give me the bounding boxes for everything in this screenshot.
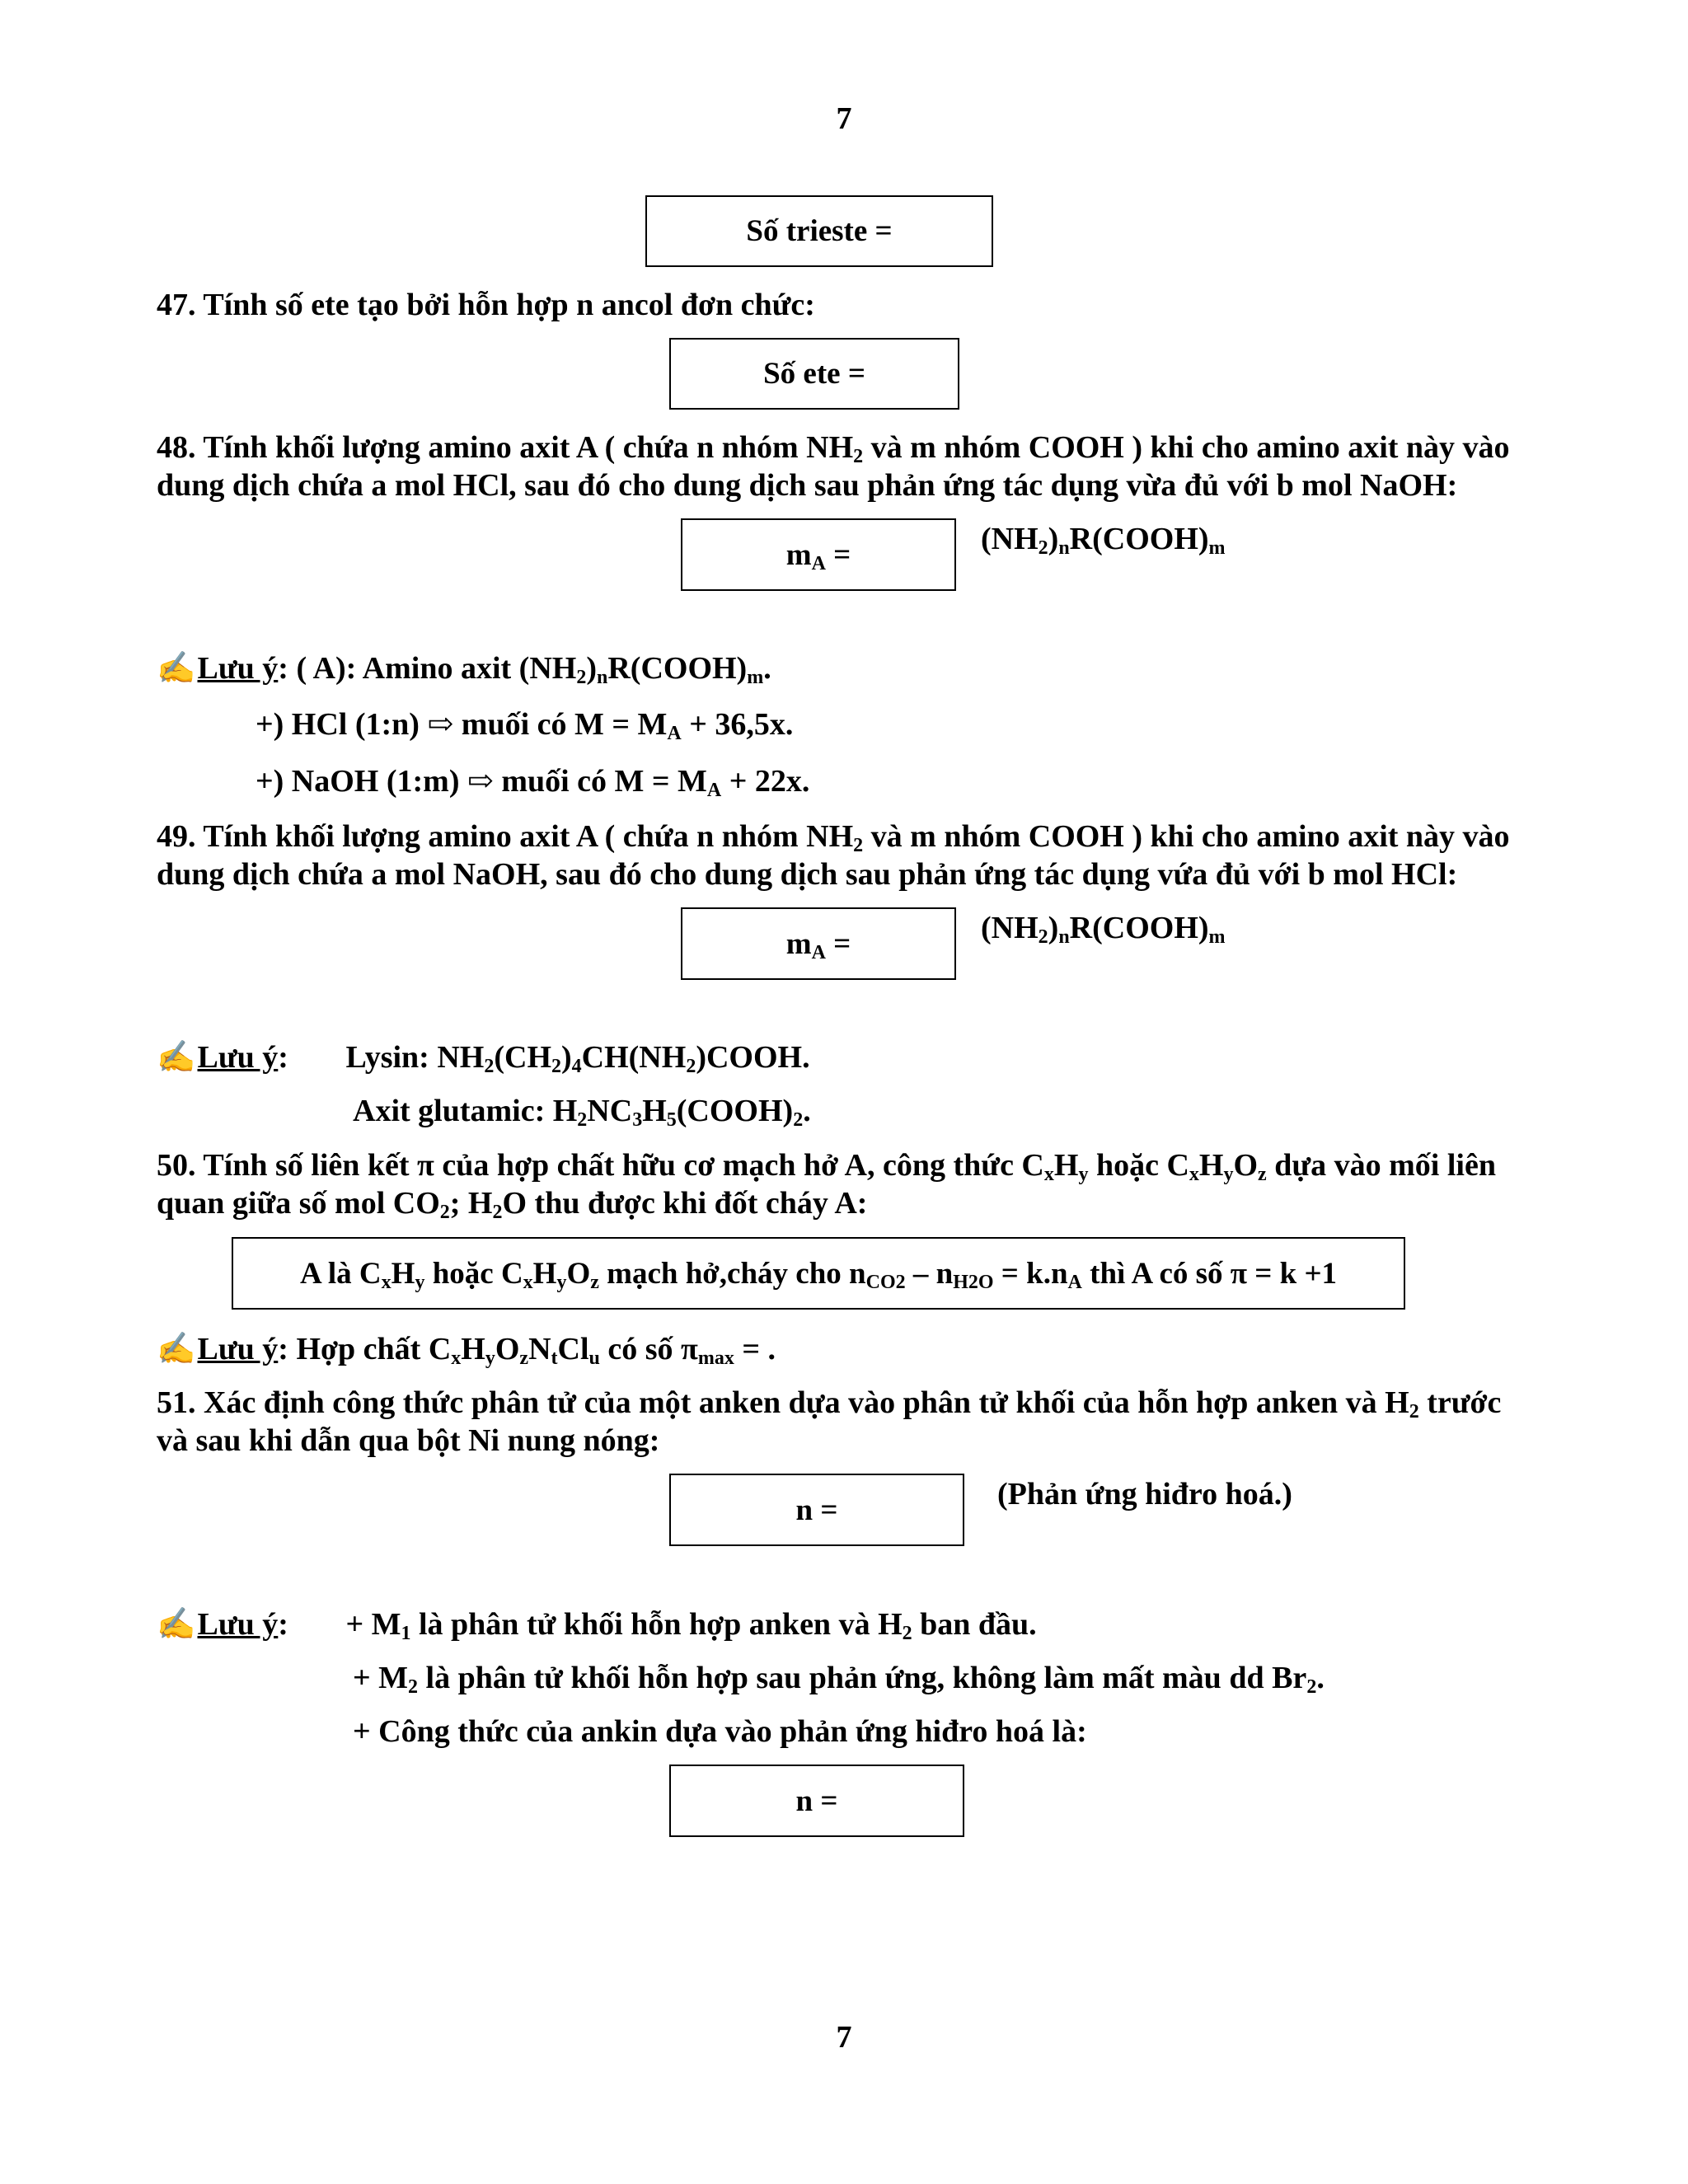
n-formula-box-2 xyxy=(669,1765,964,1837)
ma-label: $m_A$ = xyxy=(785,537,851,574)
trieste-formula-box xyxy=(645,195,993,267)
question-48-line1: 48. Tính khối lượng amino axit A ( chứa n nhóm $NH_2$ và m nhóm COOH ) khi cho amino axit này vào xyxy=(157,430,1510,467)
ete-label: Số ete = xyxy=(763,357,865,391)
question-49-line2: dung dịch chứa a mol NaOH, sau đó cho dung dịch sau phản ứng tác dụng vứa đủ với b mol HCl: xyxy=(157,857,1458,892)
note-ankin: + Công thức của ankin dựa vào phản ứng hiđro hoá là: xyxy=(353,1714,1087,1749)
note-m2: + $M_2$ là phân tử khối hỗn hợp sau phản ứng, không làm mất màu dd $Br_2$. xyxy=(353,1661,1325,1698)
n-label: n = xyxy=(795,1783,838,1818)
question-51-line2: và sau khi dẫn qua bột Ni nung nóng: xyxy=(157,1423,660,1458)
note-lysin: ✍ Lưu ý: Lysin: $NH_2(CH_2)_4CH(NH_2)COOH$. xyxy=(157,1040,810,1077)
ma-formula-box-48 xyxy=(681,518,956,591)
question-47: 47. Tính số ete tạo bởi hỗn hợp n ancol đơn chức: xyxy=(157,288,815,322)
writing-hand-icon: ✍ xyxy=(157,1607,196,1642)
note-naoh: +) NaOH (1:m) ⇨ muối có $M = M_A + 22x$. xyxy=(256,764,810,801)
writing-hand-icon: ✍ xyxy=(157,1040,196,1075)
page-number-top: 7 xyxy=(836,101,852,136)
amino-formula-48: $(NH_2)_nR(COOH)_m$ xyxy=(981,522,1226,559)
ma-formula-box-49 xyxy=(681,907,956,980)
question-50-line1: 50. Tính số liên kết π của hợp chất hữu cơ mạch hở A, công thức $C_xH_y$ hoặc $C_xH_yO_z$ dựa vào mối liên xyxy=(157,1148,1496,1185)
question-49-line1: 49. Tính khối lượng amino axit A ( chứa n nhóm $NH_2$ và m nhóm COOH ) khi cho amino axit này vào xyxy=(157,819,1510,856)
note-pi-max: ✍ Lưu ý: Hợp chất $C_xH_yO_zN_tCl_u$ có số $\pi_{max}$ = . xyxy=(157,1332,776,1369)
note-m1: ✍ Lưu ý: + $M_1$ là phân tử khối hỗn hợp anken và $H_2$ ban đầu. xyxy=(157,1607,1037,1644)
note-amino-axit: ✍ Lưu ý: ( A): Amino axit $(NH_2)_nR(COOH)_m$. xyxy=(157,651,771,688)
note-glutamic: Axit glutamic: $H_2NC_3H_5(COOH)_2$. xyxy=(353,1094,811,1131)
writing-hand-icon: ✍ xyxy=(157,651,196,686)
question-48-line2: dung dịch chứa a mol HCl, sau đó cho dung dịch sau phản ứng tác dụng vừa đủ với b mol NaOH: xyxy=(157,468,1458,503)
amino-formula-49: $(NH_2)_nR(COOH)_m$ xyxy=(981,911,1226,948)
hydro-note: (Phản ứng hiđro hoá.) xyxy=(997,1477,1292,1511)
n-formula-box-1 xyxy=(669,1474,964,1546)
pi-bond-formula-box xyxy=(232,1237,1405,1310)
writing-hand-icon: ✍ xyxy=(157,1332,196,1366)
ete-formula-box xyxy=(669,338,959,410)
note-hcl: +) HCl (1:n) ⇨ muối có $M = M_A + 36,5x$. xyxy=(256,707,794,744)
ma-label: $m_A$ = xyxy=(785,926,851,963)
n-label: n = xyxy=(795,1493,838,1527)
question-51-line1: 51. Xác định công thức phân tử của một anken dựa vào phân tử khối của hỗn hợp anken và $H_2$ trước xyxy=(157,1385,1502,1422)
question-50-line2: quan giữa số mol $CO_2$; $H_2O$ thu được khi đốt cháy A: xyxy=(157,1186,868,1223)
trieste-label: Số trieste = xyxy=(746,214,893,248)
pi-bond-text: A là $C_xH_y$ hoặc $C_xH_yO_z$ mạch hở,cháy cho $n_{CO2} - n_{H2O} = k.n_A$ thì A có số π = k +1 xyxy=(299,1256,1338,1293)
page-number-bottom: 7 xyxy=(836,2020,852,2055)
